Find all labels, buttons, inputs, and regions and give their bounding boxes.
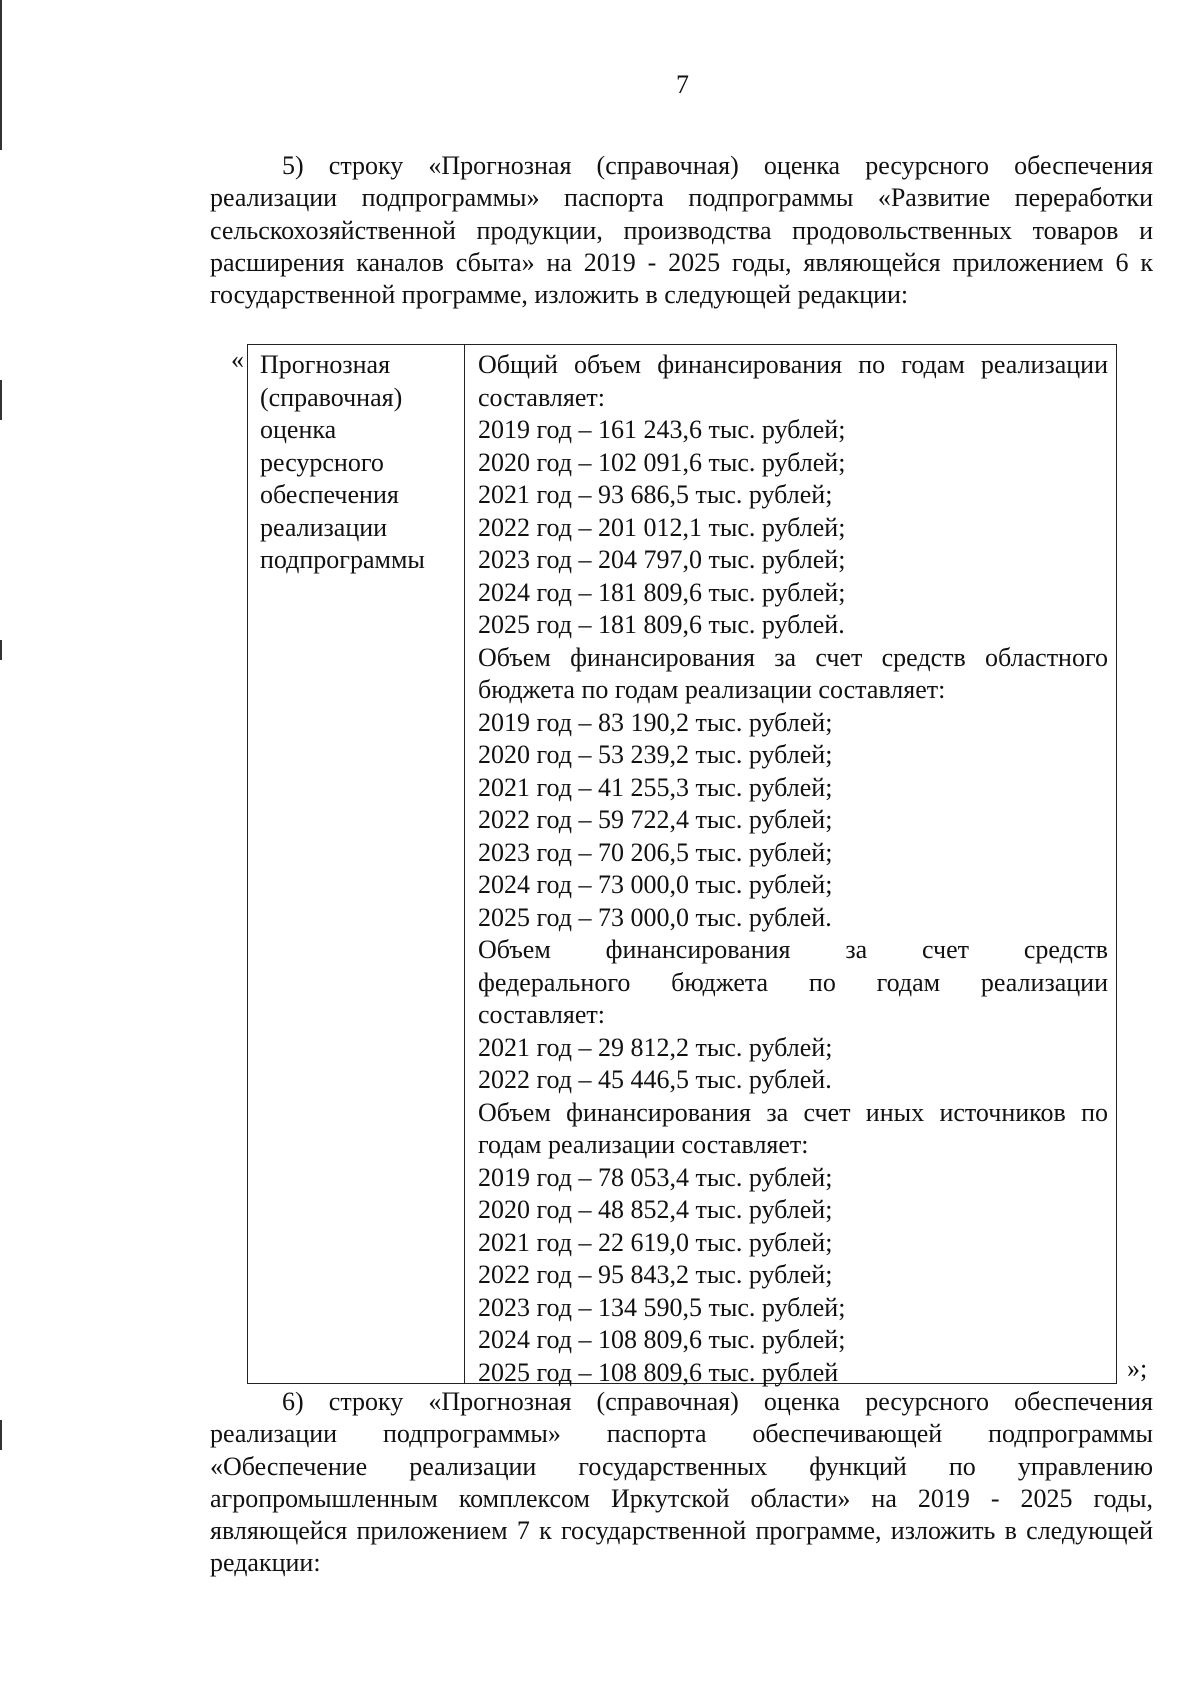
value-line: 2021 год – 93 686,5 тыс. рублей; <box>478 480 833 509</box>
open-quote: « <box>231 345 244 374</box>
label-line: подпрограммы <box>260 545 425 574</box>
value-line: 2022 год – 95 843,2 тыс. рублей; <box>478 1260 833 1289</box>
value-line: 2020 год – 48 852,4 тыс. рублей; <box>478 1195 833 1224</box>
value-line: 2025 год – 108 809,6 тыс. рублей <box>478 1357 839 1387</box>
value-line: 2024 год – 181 809,6 тыс. рублей; <box>478 577 846 607</box>
page-number: 7 <box>676 70 689 99</box>
value-line: составляет: <box>478 1000 605 1029</box>
value-line: 2022 год – 45 446,5 тыс. рублей. <box>478 1065 832 1094</box>
value-line: 2023 год – 134 590,5 тыс. рублей; <box>478 1292 846 1322</box>
label-line: ресурсного <box>260 447 384 477</box>
value-line: 2025 год – 73 000,0 тыс. рублей. <box>478 902 832 932</box>
table-row-label <box>260 349 460 577</box>
value-line: 2021 год – 22 619,0 тыс. рублей; <box>478 1227 833 1257</box>
table-column-divider <box>464 345 465 1383</box>
value-line: 2019 год – 83 190,2 тыс. рублей; <box>478 707 833 737</box>
value-line: 2023 год – 204 797,0 тыс. рублей; <box>478 545 846 574</box>
paragraph-6 <box>210 1386 1153 1580</box>
label-line: реализации <box>260 512 388 542</box>
value-line: федерального бюджета по годам реализации <box>478 967 1108 997</box>
scan-margin-mark <box>0 1420 2 1450</box>
value-line: 2025 год – 181 809,6 тыс. рублей. <box>478 610 845 639</box>
value-line: Объем финансирования за счет иных источников по <box>478 1097 1108 1127</box>
value-line: 2021 год – 29 812,2 тыс. рублей; <box>478 1032 833 1062</box>
value-line: Общий объем финансирования по годам реализации <box>478 350 1108 379</box>
value-line: Объем финансирования за счет средств областного <box>478 642 1108 672</box>
close-quote: »; <box>1127 1354 1148 1383</box>
value-line: 2022 год – 59 722,4 тыс. рублей; <box>478 805 833 834</box>
value-line: бюджета по годам реализации составляет: <box>478 675 946 704</box>
scan-margin-mark <box>0 640 2 660</box>
value-line: 2023 год – 70 206,5 тыс. рублей; <box>478 837 833 867</box>
value-line: составляет: <box>478 382 605 412</box>
label-line: обеспечения <box>260 480 399 509</box>
value-line: 2019 год – 78 053,4 тыс. рублей; <box>478 1162 833 1192</box>
value-line: 2022 год – 201 012,1 тыс. рублей; <box>478 512 846 542</box>
value-line: 2024 год – 73 000,0 тыс. рублей; <box>478 870 833 899</box>
label-line: (справочная) <box>260 382 403 412</box>
value-line: Объем финансирования за счет средств <box>478 935 1108 964</box>
paragraph-6-text: 6) строку «Прогнозная (справочная) оценка ресурсного обеспечения реализации подпрограммы» паспорта обеспечивающей подпрограммы «Обеспечение реализации государственных функций по управлению агропромышленным комплексом Иркутской области» на 2019 - 2025 годы, являющейся приложением 7 к государственной программе, изложить в следующей редакции: <box>210 1387 1153 1578</box>
label-line: Прогнозная <box>260 350 391 379</box>
paragraph-5 <box>210 150 1153 311</box>
value-line: 2020 год – 53 239,2 тыс. рублей; <box>478 740 833 769</box>
table-row-value <box>478 349 1108 1389</box>
value-line: годам реализации составляет: <box>478 1130 809 1159</box>
scan-margin-mark <box>0 380 2 420</box>
value-line: 2020 год – 102 091,6 тыс. рублей; <box>478 447 846 477</box>
paragraph-5-text: 5) строку «Прогнозная (справочная) оценка ресурсного обеспечения реализации подпрограммы» паспорта подпрограммы «Развитие переработки сельскохозяйственной продукции, производства продовольственных товаров и расширения каналов сбыта» на 2019 - 2025 годы, являющейся приложением 6 к государственной программе, изложить в следующей редакции: <box>210 151 1153 310</box>
value-line: 2024 год – 108 809,6 тыс. рублей; <box>478 1325 846 1354</box>
value-line: 2021 год – 41 255,3 тыс. рублей; <box>478 772 833 802</box>
value-line: 2019 год – 161 243,6 тыс. рублей; <box>478 415 846 444</box>
passport-table <box>247 344 1117 1387</box>
label-line: оценка <box>260 415 337 444</box>
